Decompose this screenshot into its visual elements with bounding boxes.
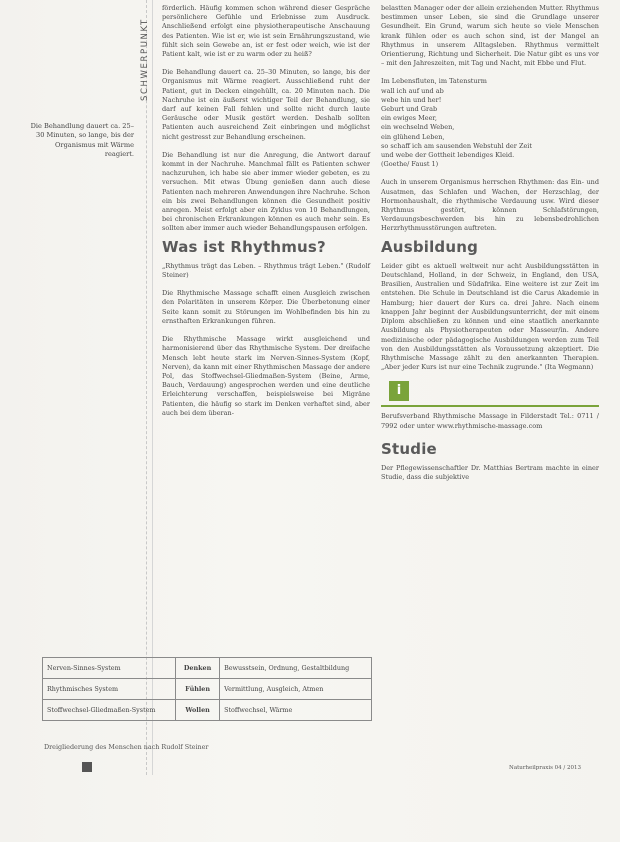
poem-line: Geburt und Grab	[381, 105, 438, 114]
poem-line: (Goethe/ Faust 1)	[381, 160, 439, 169]
poem-line: und webe der Gottheit lebendiges Kleid.	[381, 151, 515, 160]
table-row	[43, 658, 372, 679]
info-box	[381, 381, 599, 430]
paragraph: Der Pflegewissenschaftler Dr. Matthias Bertram machte in einer Studie, dass die subjektive	[381, 463, 599, 482]
poem-line: wall ich auf und ab	[381, 86, 444, 95]
poem-line: ein wechselnd Weben,	[381, 123, 455, 132]
paragraph: Auch in unserem Organismus herrschen Rhythmen: das Ein- und Ausatmen, das Schlafen und Wachen, der Herzschlag, der Hormonhaushalt, die rhythmische Verdauung usw. Wird dieser Rhythmus gestört, können Schlafstörungen, Verdauungsbeschwerden bis hin zu lebensbedrohlichen Herzrhythmusstörungen auftreten.	[381, 178, 599, 233]
paragraph: Die Rhythmische Massage schafft einen Ausgleich zwischen den Polaritäten in unserem Körper. Die Überbetonung einer Seite kann somit zu Störungen im Wohlbefinden bis hin zu ernsthaften Erkrankungen führen.	[162, 289, 370, 325]
footer-issue: Naturheilpraxis 04 / 2013	[509, 765, 581, 771]
poem-line: so schaff ich am sausenden Webstuhl der Zeit	[381, 141, 532, 150]
table-row	[43, 679, 372, 700]
text-column-left	[162, 4, 370, 427]
table-cell: Denken	[176, 658, 220, 679]
table-cell: Fühlen	[176, 679, 220, 700]
paragraph: Die Behandlung dauert ca. 25–30 Minuten, so lange, bis der Organismus mit Wärme reagiert. Ausschließend ruht der Patient, gut in Decken eingehüllt, ca. 20 Minuten nach. Die Nachruhe ist ein äußerst wichtiger Teil der Behandlung, sie darf auf keinen Fall fehlen und sollte nicht durch laute Geräusche oder Musik gestört werden. Deshalb sollten Patienten auch ausreichend Zeit einbringen und möglichst nicht gestresst zur Behandlung erscheinen.	[162, 68, 370, 141]
paragraph: Leider gibt es aktuell weltweit nur acht Ausbildungsstätten in Deutschland, Holland, in der Schweiz, in England, den USA, Brasilien, Australien und Südafrika. Eine weitere ist zur Zeit im entstehen. Die Schule in Deutschland ist die Carus Akademie in Hamburg; hier dauert der Kurs ca. drei Jahre. Nach einem knappen Jahr beginnt der Ausbildungsunterricht, der mit einem Diplom abschließen zu können und eine staatlich anerkannte Ausbildung als Physiotherapeuten oder Masseur/in. Andere medizinische oder pädagogische Ausbildungen werden zum Teil von den Ausbildungsstätten als Voraussetzung akzeptiert. Die Rhythmische Massage zählt zu den anerkannten Therapien. „Aber jeder Kurs ist nur eine Technik zugrunde." (Ita Wegmann)	[381, 261, 599, 372]
section-tag: SCHWERPUNKT	[140, 18, 150, 101]
table-cell: Vermittlung, Ausgleich, Atmen	[220, 679, 372, 700]
paragraph: förderlich. Häufig kommen schon während dieser Gespräche persönlichere Gefühle und Erlebnisse zum Ausdruck. Anschließend erfolgt eine physiotherapeutische Anschauung des Patienten. Wie ist er, wie ist sein Ernährungszustand, wie fühlt sich sein Gewebe an, ist er fest oder weich, wie ist der Patient kalt, wie ist er zu warm oder zu heiß?	[162, 4, 370, 59]
page-marker-icon	[82, 762, 92, 772]
poem	[381, 77, 599, 169]
table-cell: Stoffwechsel-Gliedmaßen-System	[43, 700, 176, 721]
info-text: Berufsverband Rhythmische Massage in Filderstadt Tel.: 0711 / 7992 oder unter www.rhythmische-massage.com	[381, 405, 599, 430]
heading-studie: Studie	[381, 439, 437, 458]
table-row	[43, 700, 372, 721]
table-cell: Nerven-Sinnes-System	[43, 658, 176, 679]
poem-line: webe hin und her!	[381, 95, 442, 104]
info-icon: i	[389, 381, 409, 401]
poem-line: ein ewiges Meer,	[381, 114, 437, 123]
table-caption: Dreigliederung des Menschen nach Rudolf Steiner	[44, 743, 209, 751]
sidenote: Die Behandlung dauert ca. 25–30 Minuten, so lange, bis der Organismus mit Wärme reagiert.	[30, 122, 134, 159]
table-cell: Rhythmisches System	[43, 679, 176, 700]
threefold-table	[42, 657, 372, 721]
table-cell: Bewusstsein, Ordnung, Gestaltbildung	[220, 658, 372, 679]
poem-line: Im Lebensfluten, im Tatensturm	[381, 77, 487, 86]
table-cell: Wollen	[176, 700, 220, 721]
quote: „Rhythmus trägt das Leben. – Rhythmus trägt Leben." (Rudolf Steiner)	[162, 261, 370, 280]
paragraph: Die Behandlung ist nur die Anregung, die Antwort darauf kommt in der Nachruhe. Manchmal fällt es Patienten schwer nachzuruhen, ich habe sie aber immer wieder gebeten, es zu versuchen. Mit etwas Übung genießen dann auch diese Patienten nach mehreren Anwendungen ihre Nachruhe. Schon ein bis zwei Behandlungen können die Gesundheit positiv anregen. Meist erfolgt aber ein Zyklus von 10 Behandlungen, bei chronischen Erkrankungen können es auch mehr sein. Es sollten aber immer auch wieder Behandlungspausen erfolgen.	[162, 150, 370, 233]
paragraph: belastten Manager oder der allein erziehenden Mutter. Rhythmus bestimmen unser Leben, sie sind die Grundlage unserer Gesundheit. Ein Grund, warum sich heute so viele Menschen krank fühlen oder es auch schon sind, ist der Mangel an Rhythmus in unserem Alltagsleben. Rhythmus vermittelt Orientierung, Richtung und Sicherheit. Die Natur gibt es uns vor – mit den Jahreszeiten, mit Tag und Nacht, mit Ebbe und Flut.	[381, 4, 599, 68]
paragraph: Die Rhythmische Massage wirkt ausgleichend und harmonisierend über das Rhythmische System. Der dreifache Mensch lebt heute stark im Nerven-Sinnes-System (Kopf, Nerven), da kann mit einer Rhythmischen Massage der andere Pol, das Stoffwechsel-Gliedmaßen-System (Beine, Arme, Bauch, Verdauung) angesprochen werden und eine deutliche Erleichterung verschaffen, beispielsweise bei Migräne Patienten, die häufig so stark im Denken verhaftet sind, aber auch bei dem überan-	[162, 335, 370, 417]
poem-line: ein glühend Leben,	[381, 132, 445, 141]
heading-rhythmus: Was ist Rhythmus?	[162, 237, 326, 256]
text-column-right	[381, 4, 599, 491]
heading-ausbildung: Ausbildung	[381, 237, 479, 256]
table-cell: Stoffwechsel, Wärme	[220, 700, 372, 721]
